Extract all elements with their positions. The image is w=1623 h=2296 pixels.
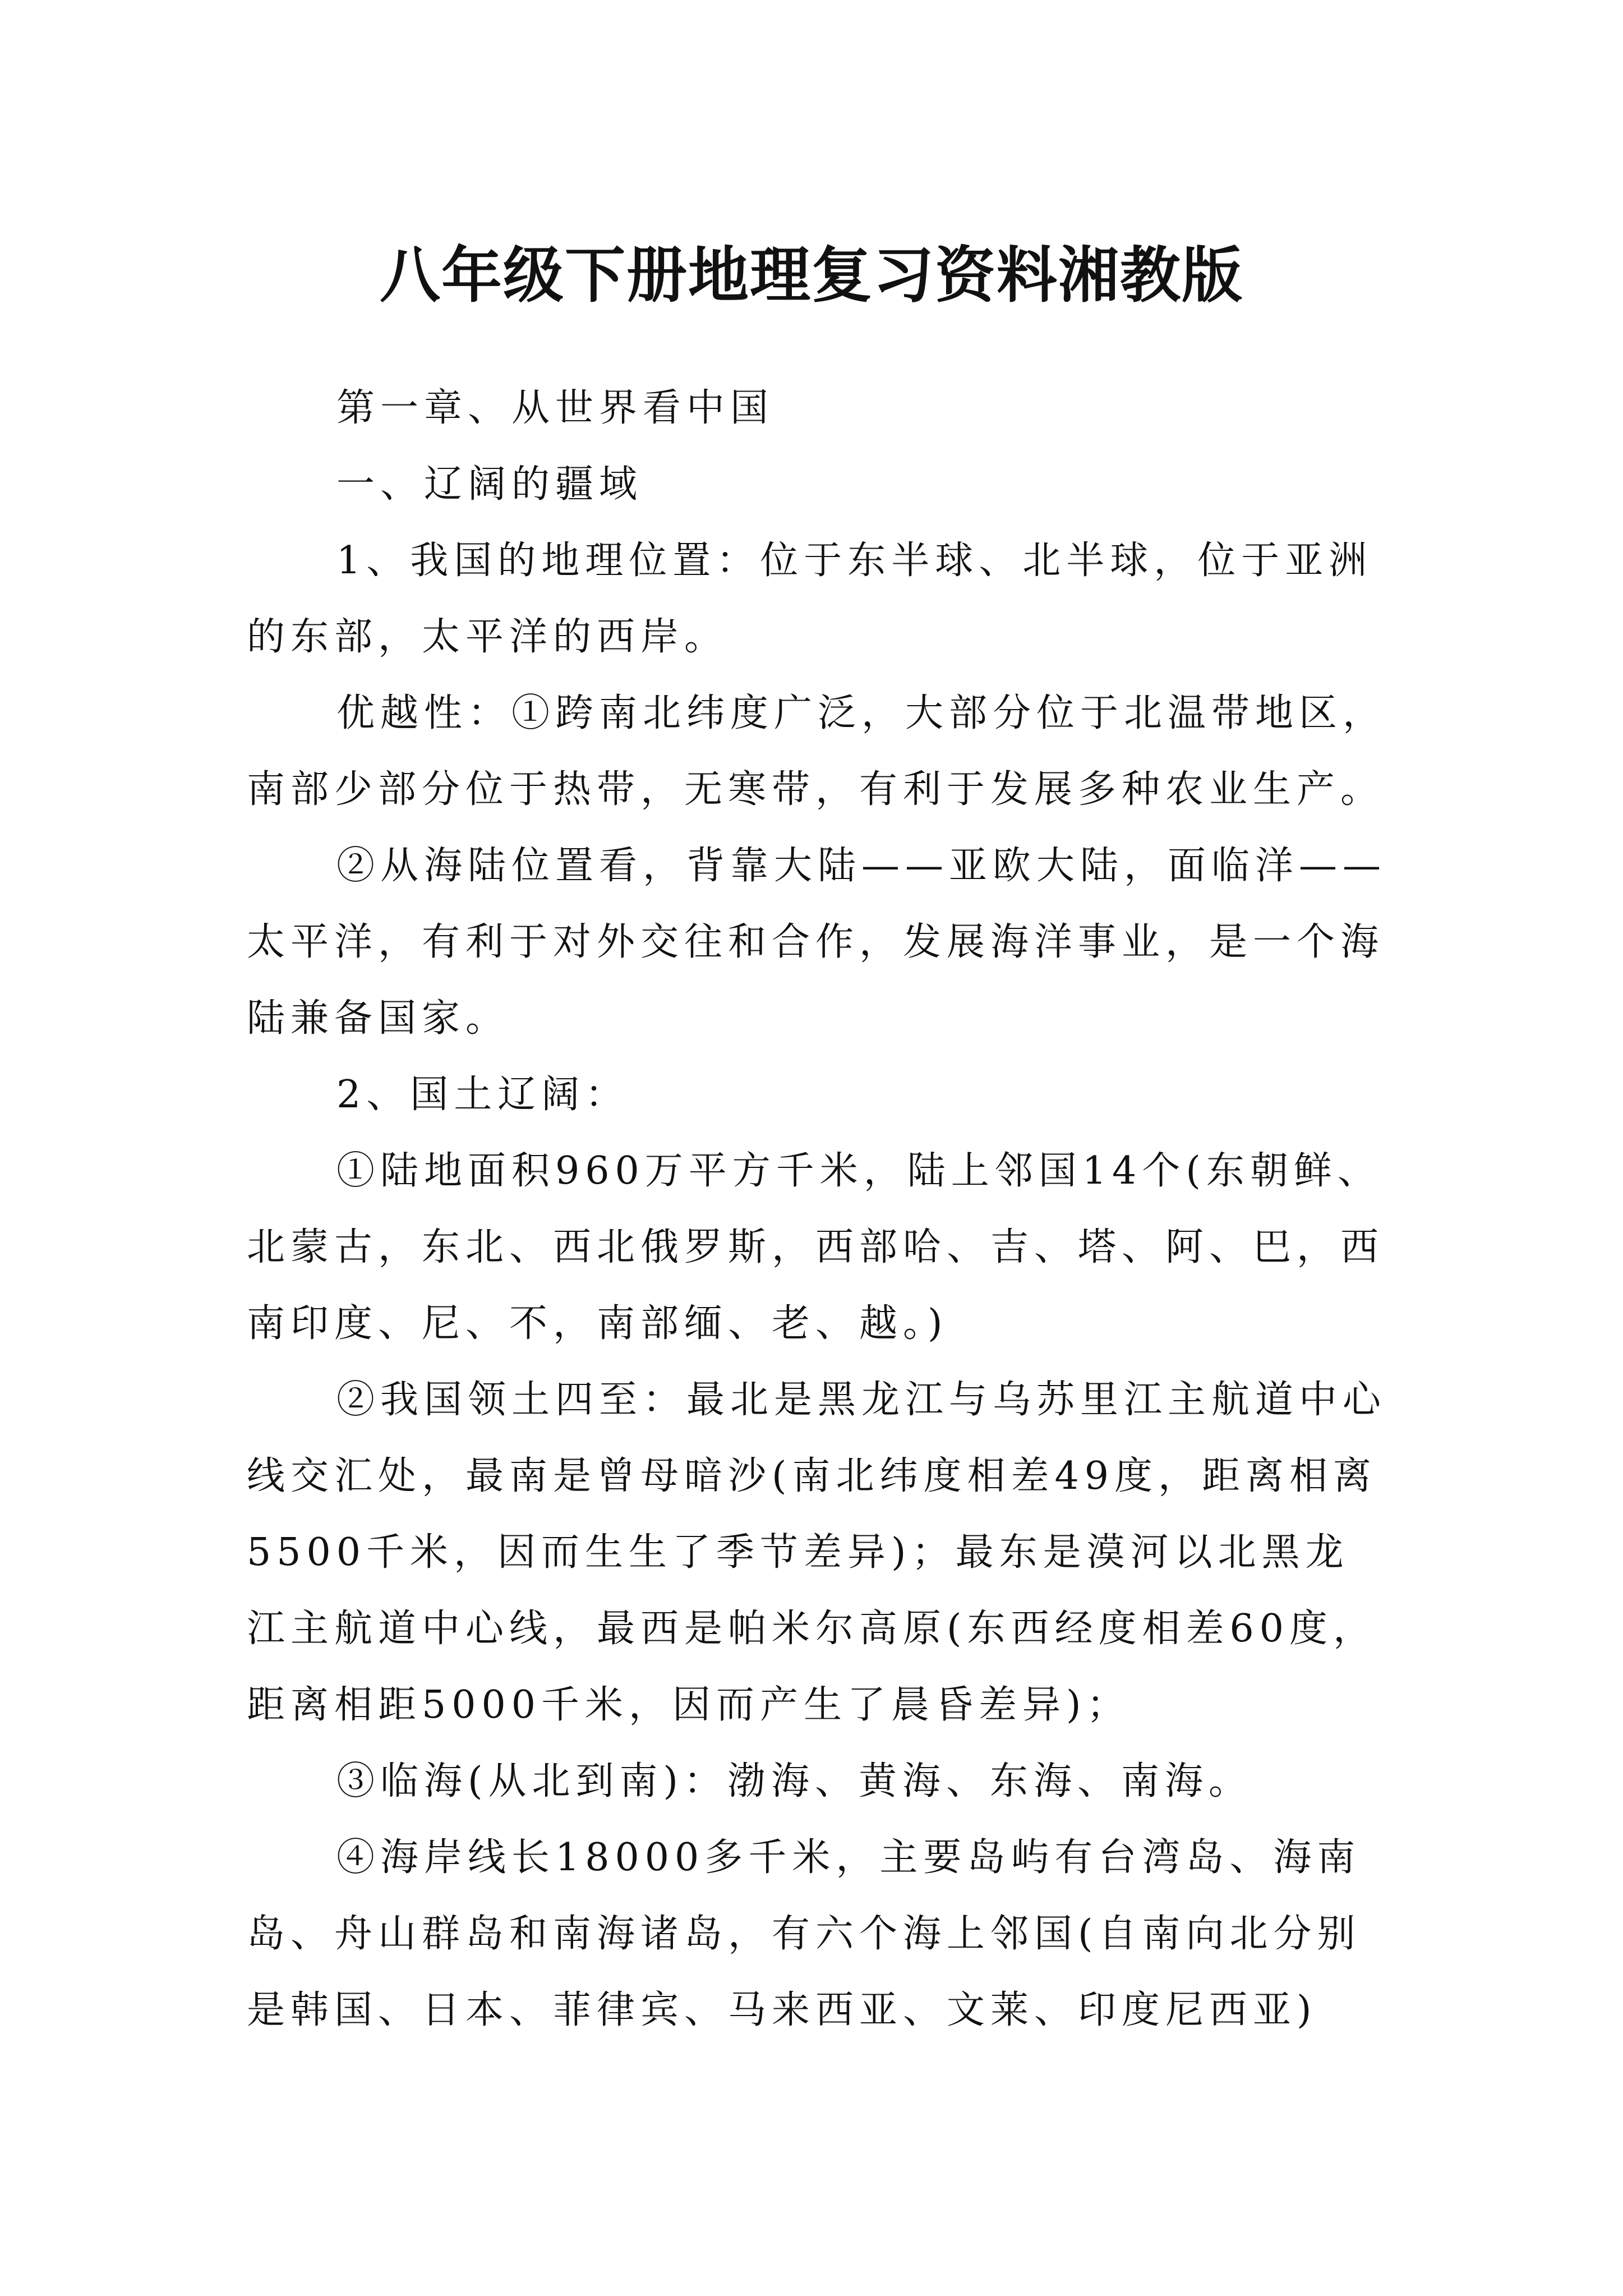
paragraph-coastline: ④海岸线长18000多千米，主要岛屿有台湾岛、海南岛、舟山群岛和南海诸岛，有六个海上邻国(自南向北分别是韩国、日本、菲律宾、马来西亚、文莱、印度尼西亚): [247, 1835, 1361, 2032]
paragraph-seas: ③临海(从北到南)：渤海、黄海、东海、南海。: [336, 1759, 1253, 1803]
paragraph-advantage-2: ②从海陆位置看，背靠大陆——亚欧大陆，面临洋——太平洋，有利于对外交往和合作，发展海洋事业，是一个海陆兼备国家。: [247, 844, 1387, 1041]
paragraph-advantage-1: 优越性：①跨南北纬度广泛，大部分位于北温带地区，南部少部分位于热带，无寒带，有利于发展多种农业生产。: [247, 691, 1387, 812]
document-body: [247, 370, 1391, 2049]
paragraph-location: 1、我国的地理位置：位于东半球、北半球，位于亚洲的东部，太平洋的西岸。: [247, 539, 1373, 659]
paragraph-territory-extremes: ②我国领土四至：最北是黑龙江与乌苏里江主航道中心线交汇处，最南是曾母暗沙(南北纬度相差49度，距离相离5500千米，因而生生了季节差异)；最东是漠河以北黑龙江主航道中心线，最西是帕米尔高原(东西经度相差60度，距离相距5000千米，因而产生了晨昏差异)；: [247, 1378, 1387, 1727]
document-title: 八年级下册地理复习资料湘教版: [379, 241, 1243, 311]
chapter-heading: 第一章、从世界看中国: [336, 386, 774, 430]
section-heading: 一、辽阔的疆域: [336, 462, 643, 507]
paragraph-territory-heading: 2、国土辽阔：: [336, 1073, 629, 1117]
paragraph-land-area: ①陆地面积960万平方千米，陆上邻国14个(东朝鲜、北蒙古，东北、西北俄罗斯，西部哈、吉、塔、阿、巴，西南印度、尼、不，南部缅、老、越。): [247, 1149, 1385, 1346]
